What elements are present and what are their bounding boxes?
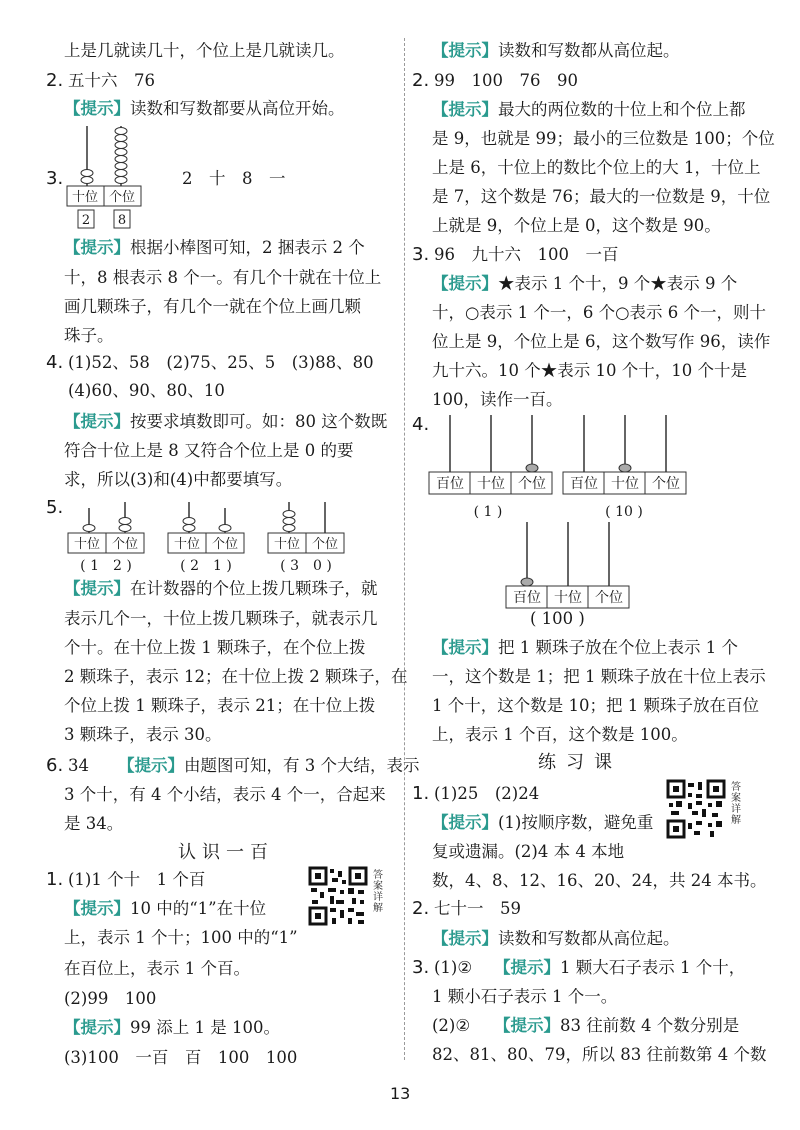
question-number: 4.	[412, 414, 430, 435]
hint-tag: 【提示】	[64, 412, 130, 431]
hint-line	[118, 755, 420, 777]
place-label: 个位	[111, 537, 139, 552]
hint-text: 上，表示 1 个十；100 中的“1”	[64, 928, 298, 947]
hint-line	[64, 411, 387, 433]
hint-line	[432, 273, 737, 295]
hint-tag: 【提示】	[432, 813, 498, 832]
qr-label-char: 解	[731, 815, 741, 826]
question-number: 1.	[412, 783, 430, 804]
column-divider	[404, 38, 405, 1060]
hint-tag: 【提示】	[118, 756, 184, 775]
qr-code-icon[interactable]	[308, 866, 368, 926]
qr-label	[730, 782, 742, 826]
place-label: 个位	[108, 190, 136, 205]
section-title: 认识一百	[178, 842, 274, 863]
hint-text: 在百位上，表示 1 个百。	[64, 959, 250, 978]
hint-text: 上，表示 1 个百，这个数是 100。	[432, 725, 688, 744]
question-number: 2.	[46, 70, 64, 91]
answer-text: (1)25 (2)24	[434, 784, 540, 803]
question-number: 2.	[412, 898, 430, 919]
hint-text: 3 颗珠子，表示 30。	[64, 725, 222, 744]
counter-ten	[563, 415, 686, 520]
abacus-figures-row	[62, 500, 392, 574]
hint-line	[432, 812, 653, 834]
question-number: 3.	[412, 244, 430, 265]
qr-label-char: 解	[373, 903, 383, 914]
hint-text: 符合十位上是 8 又符合个位上是 0 的要	[64, 441, 354, 460]
hint-text: 1 颗小石子表示 1 个一。	[432, 987, 618, 1006]
hint-text: 一，这个数是 1；把 1 颗珠子放在十位上表示	[432, 667, 766, 686]
answer-text: 96 九十六 100 一百	[434, 245, 619, 264]
hint-text: 十，8 根表示 8 个一。有几个十就在十位上	[64, 268, 382, 287]
place-label: 个位	[595, 590, 623, 606]
question-number: 1.	[46, 869, 64, 890]
hint-text: 82、81、80、79，所以 83 往前数第 4 个数	[432, 1045, 767, 1064]
hint-text: 1 颗大石子表示 1 个十，	[560, 958, 746, 977]
hint-text: 读数和写数都要从高位开始。	[130, 99, 345, 118]
hint-tag: 【提示】	[432, 274, 498, 293]
abacus-21	[168, 502, 244, 574]
text-line: 上是几就读几十，个位上是几就读几。	[64, 41, 345, 60]
hint-text: 是 9，也就是 99；最小的三位数是 100；个位	[432, 129, 775, 148]
hint-line	[432, 40, 680, 62]
qr-label	[372, 870, 384, 914]
hint-text: 100，读作一百。	[432, 390, 563, 409]
qr-label-char: 案	[731, 793, 741, 804]
abacus-figure-2-tens-8-ones	[64, 124, 144, 234]
hint-text: 是 34。	[64, 814, 124, 833]
hint-text: 83 往前数 4 个数分别是	[560, 1016, 740, 1035]
hint-line	[494, 957, 745, 979]
place-label: 百位	[513, 590, 541, 606]
hint-line	[432, 637, 738, 659]
hint-text: 个位上拨 1 颗珠子，表示 21；在十位上拨	[64, 696, 376, 715]
question-number: 3.	[412, 957, 430, 978]
hint-line	[64, 1017, 280, 1039]
qr-label-char: 详	[373, 892, 383, 903]
hint-text: 画几颗珠子，有几个一就在个位上画几颗	[64, 297, 361, 316]
place-label: 个位	[211, 537, 239, 552]
hint-text: 位上是 9，个位上是 6，这个数写作 96，读作	[432, 332, 771, 351]
counter-hundred	[506, 522, 629, 608]
counter-caption: ( 1 )	[473, 504, 503, 520]
hint-text: 读数和写数都从高位起。	[498, 41, 680, 60]
answer-text: (1)②	[434, 958, 473, 977]
answer-text: 七十一 59	[434, 899, 521, 918]
hint-text: 是 7，这个数是 76；最大的一位数是 9，十位	[432, 187, 771, 206]
hint-line	[64, 237, 365, 259]
hint-tag: 【提示】	[64, 579, 130, 598]
place-label: 十位	[73, 537, 101, 552]
place-label: 百位	[570, 476, 598, 492]
hint-text: 表示几个一，十位上拨几颗珠子，就表示几	[64, 609, 378, 628]
hint-text: 把 1 颗珠子放在个位上表示 1 个	[498, 638, 738, 657]
hint-text: ★表示 1 个十，9 个★表示 9 个	[498, 274, 738, 293]
hint-text: 复或遗漏。(2)4 本 4 本地	[432, 842, 625, 861]
hint-text: 十，○表示 1 个一，6 个○表示 6 个一，则十	[432, 303, 767, 322]
box-value: 2	[81, 213, 91, 228]
hint-tag: 【提示】	[64, 99, 130, 118]
hint-text: 读数和写数都从高位起。	[498, 929, 680, 948]
hint-tag: 【提示】	[432, 638, 498, 657]
counter-one	[429, 415, 552, 520]
place-label: 十位	[273, 537, 301, 552]
hint-text: 求，所以(3)和(4)中都要填写。	[64, 470, 293, 489]
hint-tag: 【提示】	[64, 899, 130, 918]
question-number: 5.	[46, 497, 64, 518]
question-number: 6.	[46, 755, 64, 776]
question-number: 4.	[46, 352, 64, 373]
place-label: 十位	[71, 190, 99, 205]
hint-text: 个十。在十位上拨 1 颗珠子，在个位上拨	[64, 638, 366, 657]
hint-line	[64, 98, 345, 120]
answer-text: (2)②	[432, 1016, 471, 1035]
hint-line	[432, 99, 746, 121]
hint-text: 99 添上 1 是 100。	[130, 1018, 280, 1037]
counter-figures	[426, 410, 756, 620]
answer-text: (1)1 个十 1 个百	[68, 870, 206, 889]
page-number: 13	[390, 1084, 411, 1103]
answer-text: 34	[68, 756, 89, 775]
hint-line	[64, 898, 266, 920]
hint-text: 3 个十，有 4 个小结，表示 4 个一，合起来	[64, 785, 386, 804]
hint-line	[432, 928, 680, 950]
answer-text: (1)52、58 (2)75、25、5 (3)88、80	[68, 353, 374, 372]
abacus-caption: ( 3 0 )	[280, 558, 332, 574]
hint-text: 最大的两位数的十位上和个位上都	[498, 100, 746, 119]
answer-text: 99 100 76 90	[434, 71, 578, 90]
place-label: 十位	[173, 537, 201, 552]
answer-text: (4)60、90、80、10	[68, 381, 225, 400]
qr-label-char: 答	[373, 870, 383, 881]
section-title: 练习课	[538, 752, 622, 773]
answer-text: (2)99 100	[64, 989, 157, 1008]
hint-text: 数，4、8、12、16、20、24，共 24 本书。	[432, 871, 767, 890]
abacus-caption: ( 2 1 )	[180, 558, 232, 574]
hint-text: 上是 6，十位上的数比个位上的大 1，十位上	[432, 158, 761, 177]
hint-text: 10 中的“1”在十位	[130, 899, 267, 918]
counter-caption: ( 10 )	[605, 504, 643, 520]
counter-caption: ( 100 )	[530, 609, 585, 628]
box-value: 8	[117, 213, 127, 228]
hint-text: 按要求填数即可。如：80 这个数既	[130, 412, 388, 431]
place-label: 十位	[554, 590, 582, 606]
question-number: 2.	[412, 70, 430, 91]
abacus-12	[68, 502, 144, 574]
hint-text: 上就是 9，个位上是 0，这个数是 90。	[432, 216, 721, 235]
hint-line	[64, 578, 378, 600]
qr-label-char: 答	[731, 782, 741, 793]
hint-tag: 【提示】	[64, 238, 130, 257]
question-number: 3.	[46, 168, 64, 189]
hint-tag: 【提示】	[432, 41, 498, 60]
abacus-30	[268, 502, 344, 574]
hint-tag: 【提示】	[432, 100, 498, 119]
answer-text: 2 十 8 一	[182, 169, 286, 188]
hint-text: (1)按顺序数，避免重	[498, 813, 654, 832]
abacus-caption: ( 1 2 )	[80, 558, 132, 574]
answer-text: 五十六 76	[68, 71, 155, 90]
answer-text: (3)100 一百 百 100 100	[64, 1048, 298, 1067]
place-label: 十位	[477, 476, 505, 492]
hint-text: 2 颗珠子，表示 12；在十位上拨 2 颗珠子，在	[64, 667, 408, 686]
hint-tag: 【提示】	[64, 1018, 130, 1037]
place-label: 个位	[652, 476, 680, 492]
qr-label-char: 详	[731, 804, 741, 815]
hint-text: 由题图可知，有 3 个大结，表示	[184, 756, 420, 775]
hint-text: 九十六。10 个★表示 10 个十，10 个十是	[432, 361, 747, 380]
hint-tag: 【提示】	[494, 958, 560, 977]
hint-tag: 【提示】	[432, 929, 498, 948]
hint-text: 在计数器的个位上拨几颗珠子，就	[130, 579, 378, 598]
hint-tag: 【提示】	[494, 1016, 560, 1035]
place-label: 百位	[436, 476, 464, 492]
place-label: 个位	[518, 476, 546, 492]
place-label: 个位	[311, 537, 339, 552]
qr-label-char: 案	[373, 881, 383, 892]
hint-text: 根据小棒图可知，2 捆表示 2 个	[130, 238, 365, 257]
place-label: 十位	[611, 476, 639, 492]
hint-text: 珠子。	[64, 326, 114, 345]
hint-text: 1 个十，这个数是 10；把 1 颗珠子放在百位	[432, 696, 759, 715]
hint-line	[494, 1015, 739, 1037]
qr-code-icon[interactable]	[666, 779, 726, 839]
